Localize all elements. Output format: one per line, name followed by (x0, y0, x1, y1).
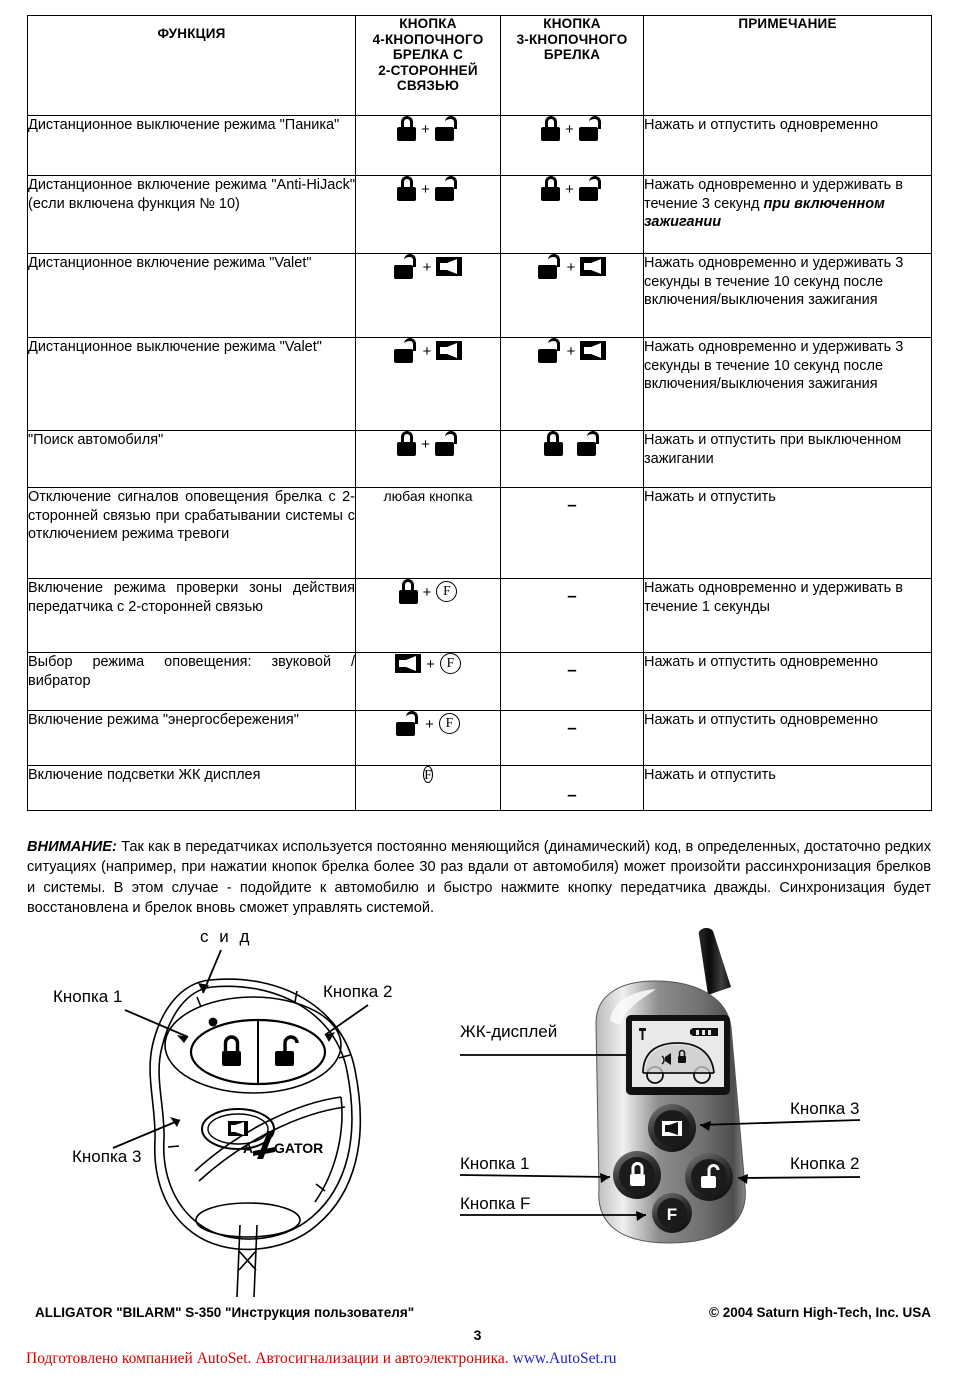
note-text: Нажать и отпустить (644, 489, 776, 505)
cell-button-4 (356, 254, 501, 338)
cell-button-3 (501, 431, 644, 488)
column-header-button-3 (501, 16, 644, 116)
header-line: КНОПКА (399, 16, 457, 31)
note-text: Нажать и отпустить одновременно (644, 117, 879, 133)
lock-open-icon (579, 116, 603, 141)
plus-sign: + (565, 181, 574, 198)
button-combo (397, 176, 459, 201)
header-line: 3-КНОПОЧНОГО (516, 31, 628, 47)
empty-dash: – (567, 718, 577, 737)
footer-title: ALLIGATOR "BILARM" S-350 "Инструкция пользователя" (35, 1305, 415, 1320)
cell-function: "Поиск автомобиля" (28, 431, 356, 488)
plus-sign: + (421, 181, 430, 198)
table-row (28, 254, 932, 338)
empty-dash: – (567, 785, 577, 804)
header-line: СВЯЗЬЮ (396, 78, 460, 93)
note-text: Нажать и отпустить при выключенном зажигании (644, 432, 902, 467)
lock-open-icon (435, 176, 459, 201)
autoset-url[interactable]: www.AutoSet.ru (512, 1350, 617, 1367)
label-lcd-display: ЖК-дисплей (460, 1022, 558, 1041)
fob-brand-logo (243, 1131, 323, 1159)
empty-dash: – (567, 660, 577, 679)
lock-open-icon (435, 431, 459, 456)
note-text: Нажать одновременно и удерживать в течение 1 секунды (644, 580, 903, 615)
header-line: 2-СТОРОННЕЙ (378, 62, 478, 78)
attention-label: ВНИМАНИЕ: (27, 838, 117, 855)
label-pager-button-3: Кнопка 3 (790, 1099, 860, 1118)
lock-closed-icon (397, 176, 416, 201)
lock-open-icon (538, 338, 562, 363)
lock-open-icon (577, 431, 601, 456)
footer-row (0, 1305, 955, 1325)
note-text: Нажать одновременно и удерживать 3 секунды в течение 10 секунд после включения/выключения зажигания (644, 339, 904, 392)
horn-icon (580, 341, 606, 360)
button-combo (397, 431, 459, 456)
f-button-icon: F (440, 653, 461, 674)
table-header-row (28, 16, 932, 116)
cell-button-4 (356, 431, 501, 488)
cell-function: Включение режима проверки зоны действия передатчика с 2-сторонней связью (28, 579, 356, 653)
pager-button-3 (648, 1104, 696, 1152)
cell-button-3 (501, 116, 644, 176)
button-combo (395, 653, 461, 674)
note-text: Нажать и отпустить одновременно (644, 712, 879, 728)
plus-sign: + (421, 121, 430, 138)
header-line: 4-КНОПОЧНОГО (372, 31, 484, 47)
header-line: ПРИМЕЧАНИЕ (738, 16, 837, 31)
cell-button-3 (501, 254, 644, 338)
cell-note (644, 431, 932, 488)
button-combo (396, 711, 460, 736)
cell-function: Включение подсветки ЖК дисплея (28, 766, 356, 811)
button-combo (541, 116, 603, 141)
lock-closed-icon (399, 579, 418, 604)
cell-note (644, 579, 932, 653)
cell-button-4 (356, 579, 501, 653)
lock-closed-icon (397, 116, 416, 141)
plus-sign: + (566, 343, 576, 360)
button-combo (541, 176, 603, 201)
header-line: БРЕЛКА С (392, 47, 464, 62)
button-combo (544, 431, 601, 456)
cell-button-3 (501, 338, 644, 431)
cell-button-4 (356, 766, 501, 811)
lock-open-icon (394, 254, 418, 279)
table-row (28, 653, 932, 711)
note-emphasis: при включенном зажигании (644, 195, 885, 230)
attention-paragraph (27, 837, 931, 919)
f-button-icon: F (436, 581, 457, 602)
remote-diagrams (0, 925, 955, 1305)
cell-button-4 (356, 116, 501, 176)
svg-text:A: A (243, 1140, 254, 1156)
cell-function: Отключение сигналов оповещения брелка с 2-сторонней связью при срабатывании системы с отключением режима тревоги (28, 488, 356, 579)
table-body (28, 116, 932, 811)
plus-sign: + (426, 656, 435, 673)
cell-function: Дистанционное выключение режима "Valet" (28, 338, 356, 431)
cell-button-3 (501, 766, 644, 811)
lock-open-icon (579, 176, 603, 201)
cell-note (644, 653, 932, 711)
table-row (28, 431, 932, 488)
cell-function: Выбор режима оповещения: звуковой / вибратор (28, 653, 356, 711)
cell-note (644, 766, 932, 811)
cell-function: Включение режима "энергосбережения" (28, 711, 356, 766)
autoset-text: Подготовлено компанией AutoSet. Автосигнализации и автоэлектроника. (26, 1350, 513, 1367)
lock-closed-icon (397, 431, 416, 456)
cell-button-4 (356, 338, 501, 431)
svg-text:F: F (666, 1205, 678, 1224)
cell-button-3 (501, 176, 644, 254)
horn-icon (580, 257, 606, 276)
attention-body: Так как в передатчиках используется постоянно меняющийся (динамический) код, в определенных, достаточно редких ситуациях (например, при нажатии кнопок брелка более 30 раз вдали от автомобиля) может произойти рассинхронизация брелков и системы. В этом случае - подойдите к автомобилю и быстро нажмите кнопку передатчика дважды. Синхронизация будет восстановлена и брелок вновь сможет управлять системой. (27, 838, 931, 917)
fob-horn-icon (228, 1121, 248, 1136)
lock-closed-icon (544, 431, 563, 456)
label-fob-button-2: Кнопка 2 (323, 982, 393, 1001)
cell-button-3 (501, 579, 644, 653)
plus-sign: + (421, 436, 430, 453)
cell-note (644, 176, 932, 254)
cell-button-4 (356, 711, 501, 766)
note-text: Нажать и отпустить (644, 767, 776, 783)
horn-icon (395, 654, 421, 673)
cell-button-4 (356, 653, 501, 711)
button-combo (538, 254, 607, 279)
button-combo (538, 338, 607, 363)
plus-sign: + (422, 259, 432, 276)
horn-icon (436, 257, 462, 276)
label-pager-button-1: Кнопка 1 (460, 1154, 530, 1173)
table-row (28, 116, 932, 176)
cell-function: Дистанционное включение режима "Valet" (28, 254, 356, 338)
lock-open-icon (394, 338, 418, 363)
cell-note (644, 488, 932, 579)
plus-sign: + (566, 259, 576, 276)
f-button-icon: F (439, 713, 460, 734)
cell-note (644, 254, 932, 338)
autoset-credit (26, 1350, 617, 1368)
f-button-icon: F (424, 767, 432, 782)
note-text: Нажать одновременно и удерживать в течение 3 секунд (644, 177, 903, 212)
empty-dash: – (567, 586, 577, 605)
table-header (28, 16, 932, 116)
lock-open-icon (396, 711, 420, 736)
note-text: Нажать одновременно и удерживать 3 секунды в течение 10 секунд после включения/выключения зажигания (644, 255, 904, 308)
cell-function: Дистанционное включение режима "Anti-HiJack" (если включена функция № 10) (28, 176, 356, 254)
diagram-3-button-fob (25, 925, 495, 1305)
empty-dash: – (567, 495, 577, 514)
cell-button-4 (356, 176, 501, 254)
note-text: Нажать и отпустить одновременно (644, 654, 879, 670)
cell-function: Дистанционное выключение режима "Паника" (28, 116, 356, 176)
lock-open-icon (538, 254, 562, 279)
cell-button-4 (356, 488, 501, 579)
column-header-button-4 (356, 16, 501, 116)
label-pager-button-f: Кнопка F (460, 1194, 531, 1213)
cell-note (644, 338, 932, 431)
page-footer (0, 1305, 955, 1367)
button-combo (397, 116, 459, 141)
table-row (28, 176, 932, 254)
function-table-wrapper (27, 15, 931, 811)
plus-sign: + (425, 716, 434, 733)
cell-note (644, 116, 932, 176)
button-combo (399, 579, 458, 604)
table-row (28, 338, 932, 431)
lock-closed-icon (541, 116, 560, 141)
horn-icon (436, 341, 462, 360)
plus-sign: + (422, 584, 432, 601)
page-number: 3 (473, 1327, 482, 1343)
plus-sign: + (422, 343, 432, 360)
column-header-note (644, 16, 932, 116)
label-led: с и д (200, 927, 253, 946)
function-table (27, 15, 932, 811)
fob-lock-open-icon (275, 1037, 297, 1066)
pager-button-1 (613, 1151, 661, 1199)
button-combo (394, 338, 463, 363)
cell-button-3 (501, 653, 644, 711)
header-line: ФУНКЦИЯ (157, 26, 226, 41)
table-row (28, 579, 932, 653)
pager-button-2 (685, 1153, 733, 1201)
cell-note (644, 711, 932, 766)
cell-button-3 (501, 488, 644, 579)
header-line: КНОПКА (543, 16, 601, 31)
lock-closed-icon (541, 176, 560, 201)
header-line: БРЕЛКА (543, 47, 601, 62)
plus-sign: + (565, 121, 574, 138)
label-fob-button-1: Кнопка 1 (53, 987, 123, 1006)
cell-button-3 (501, 711, 644, 766)
label-fob-button-3: Кнопка 3 (72, 1147, 142, 1166)
table-row (28, 766, 932, 811)
table-row (28, 711, 932, 766)
fob-lock-closed-icon (222, 1037, 241, 1066)
pager-button-f (652, 1193, 692, 1233)
svg-text:GATOR: GATOR (274, 1140, 324, 1156)
lock-open-icon (435, 116, 459, 141)
any-key-label: любая кнопка (383, 488, 473, 504)
footer-copyright: © 2004 Saturn High-Tech, Inc. USA (709, 1305, 931, 1320)
column-header-function (28, 16, 356, 116)
button-combo (394, 254, 463, 279)
table-row (28, 488, 932, 579)
label-pager-button-2: Кнопка 2 (790, 1154, 860, 1173)
